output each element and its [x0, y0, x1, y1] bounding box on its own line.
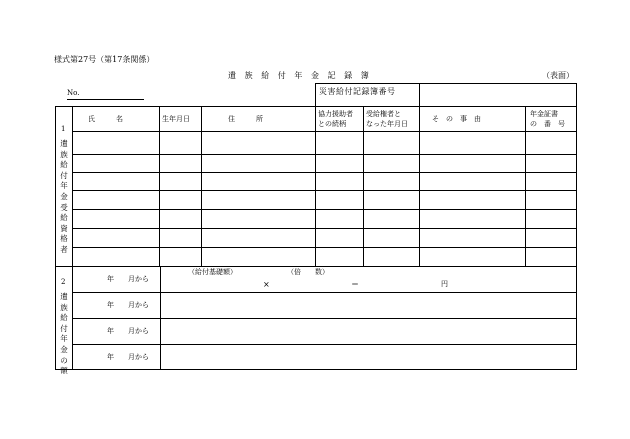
header-cert-2: の 番 号 [530, 120, 565, 128]
period-label: 年 月から [107, 301, 149, 309]
header-qualify-2: なった年月日 [366, 120, 408, 128]
multiplier-label: （倍 数） [287, 268, 329, 276]
base-amount-label: （給付基礎額） [188, 268, 237, 276]
period-label: 年 月から [107, 327, 149, 335]
header-name: 氏 名 [88, 115, 123, 123]
header-qualify-1: 受給権者と [366, 110, 401, 118]
header-address: 住 所 [228, 115, 263, 123]
no-underline [67, 99, 144, 100]
section1-vertical-label: 遺 族 給 付 年 金 受 給 資 格 者 [60, 139, 68, 254]
header-relation-1: 協力援助者 [318, 110, 353, 118]
times-sign: × [263, 280, 270, 289]
section1-number: 1 [61, 125, 66, 133]
yen-label: 円 [441, 280, 448, 288]
header-relation-2: との続柄 [318, 120, 346, 128]
register-number-label: 災害給付記録簿番号 [319, 87, 396, 96]
header-cert-1: 年金証書 [530, 110, 558, 118]
header-reason: そ の 事 由 [432, 115, 481, 123]
form-number: 様式第27号（第17条関係） [54, 55, 155, 64]
header-birthdate: 生年月日 [162, 115, 190, 123]
equals-sign: ＝ [351, 280, 359, 289]
form-side-label: （表面） [542, 71, 574, 80]
period-label: 年 月から [107, 353, 149, 361]
period-label: 年 月から [107, 275, 149, 283]
form-title: 遺 族 給 付 年 金 記 録 簿 [228, 71, 370, 80]
section2-number: 2 [61, 278, 66, 286]
section2-vertical-label: 遺 族 給 付 年 金 の 額 [60, 292, 68, 376]
no-label: No. [67, 89, 80, 97]
